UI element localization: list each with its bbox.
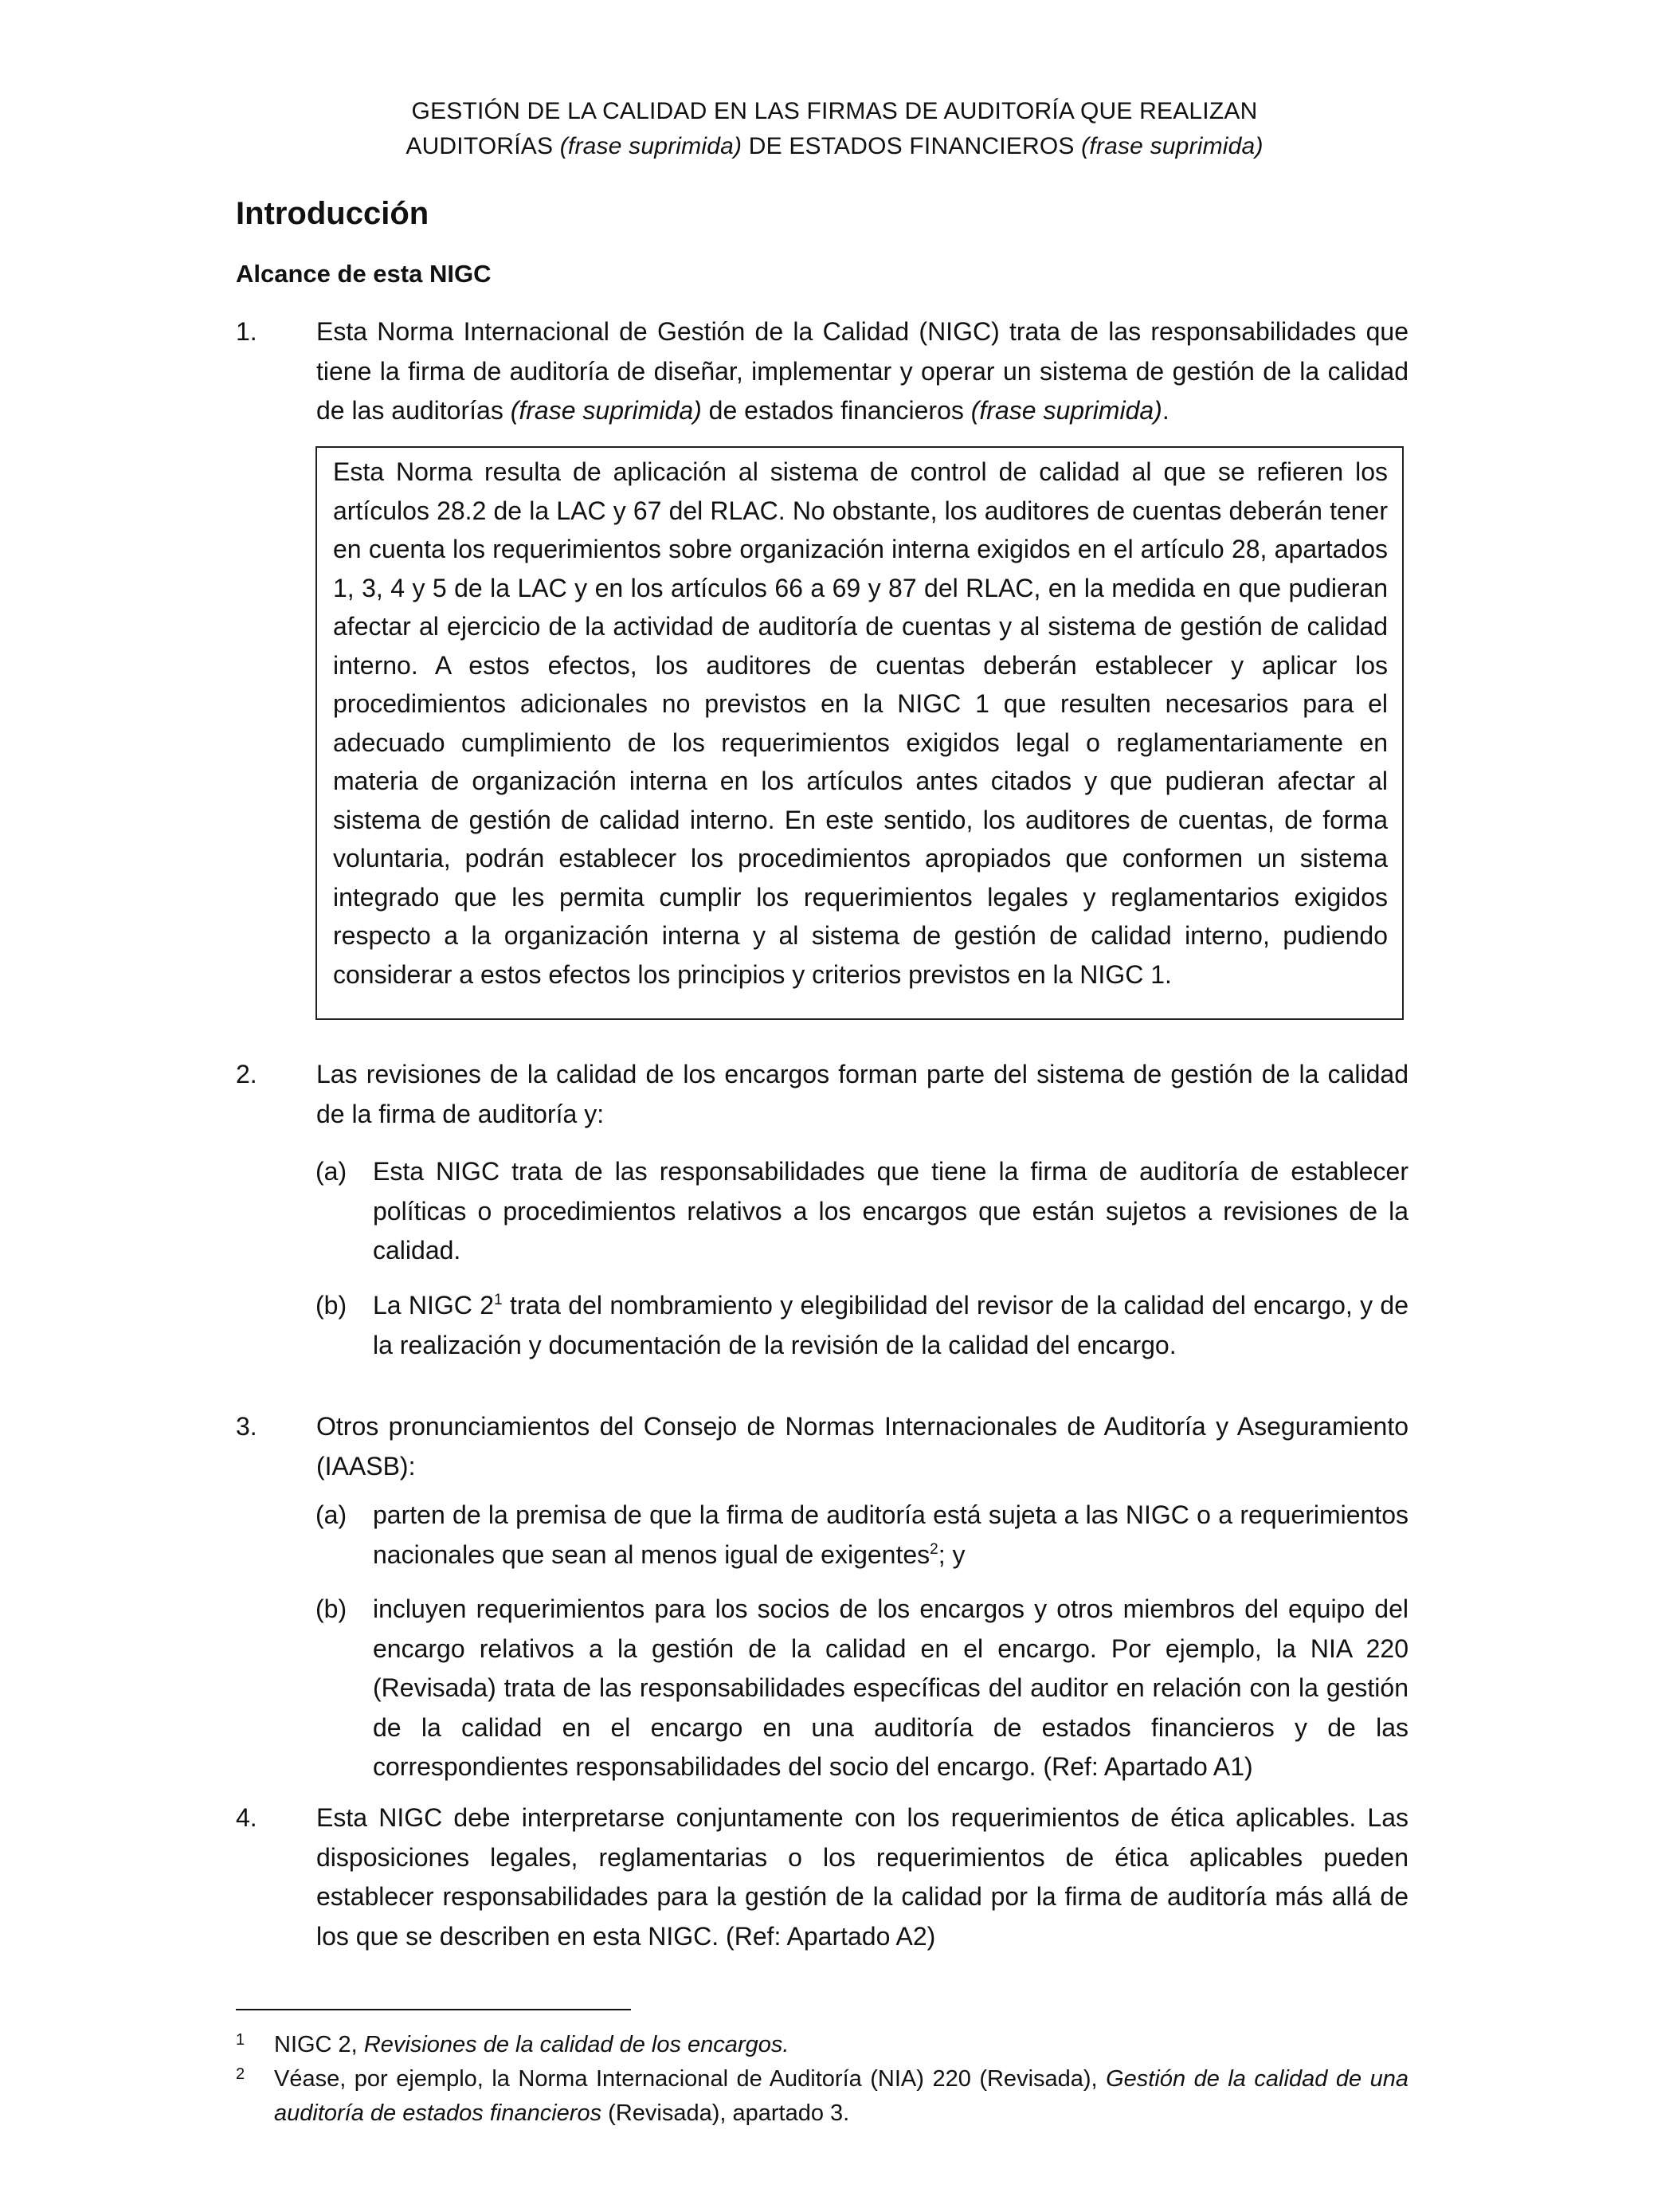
header-text: DE ESTADOS FINANCIEROS — [742, 133, 1082, 159]
footnote-number: 1 — [236, 2031, 245, 2049]
paragraph-text: Esta NIGC debe interpretarse conjuntamente con los requerimientos de ética aplicables. Las disposiciones legales, reglamentarias o los requerimientos de ética aplicables pueden establecer responsabilidades para la gestión de la calidad por la firma de auditoría más allá de los que se describen en esta NIGC. (Ref: Apartado A2) — [316, 1803, 1408, 1951]
subparagraph-3b — [315, 1590, 1408, 1787]
intro-heading: Introducción — [236, 196, 429, 231]
footnote-text — [274, 2028, 1408, 2062]
paragraph-number: 4. — [236, 1803, 257, 1832]
subparagraph-label: (a) — [315, 1500, 347, 1529]
paragraph-number: 1. — [236, 317, 257, 346]
header-line-2 — [0, 129, 1669, 164]
paragraph-3 — [236, 1407, 1408, 1486]
text-run: La NIGC 2 — [373, 1291, 495, 1320]
text-run: ; y — [938, 1539, 966, 1569]
footnote-text — [274, 2062, 1408, 2131]
italic-run: (frase suprimida) — [970, 396, 1162, 425]
subparagraph-label: (a) — [315, 1157, 347, 1186]
text-run: Esta Norma Internacional de Gestión de la Calidad (NIGC) trata de las responsabilidades que tiene la firma de auditoría de diseñar, implementar y operar un sistema de gestión de la calidad de las auditorías — [316, 317, 1408, 425]
paragraph-4 — [236, 1798, 1408, 1956]
footnote-ref-2[interactable]: 2 — [930, 1540, 938, 1558]
national-note-box: Esta Norma resulta de aplicación al sistema de control de calidad al que se refieren los artículos 28.2 de la LAC y 67 del RLAC. No obstante, los auditores de cuentas deberán tener en cuenta los requerimientos sobre organización interna exigidos en el artículo 28, apartados 1, 3, 4 y 5 de la LAC y en los artículos 66 a 69 y 87 del RLAC, en la medida en que pudieran afectar al ejercicio de la actividad de auditoría de cuentas y al sistema de gestión de calidad interno. A estos efectos, los auditores de cuentas deberán establecer y aplicar los procedimientos adicionales no previstos en la NIGC 1 que resulten necesarios para el adecuado cumplimiento de los requerimientos exigidos legal o reglamentariamente en materia de organización interna en los artículos antes citados y que pudieran afectar al sistema de gestión de calidad interno. En este sentido, los auditores de cuentas, de forma voluntaria, podrán establecer los procedimientos apropiados que conformen un sistema integrado que les permita cumplir los requerimientos legales y reglamentarios exigidos respecto a la organización interna y al sistema de gestión de calidad interno, pudiendo considerar a estos efectos los principios y criterios previstos en la NIGC 1. — [315, 446, 1404, 1020]
text-run: . — [1162, 396, 1169, 425]
text-run: (Revisada), apartado 3. — [601, 2100, 850, 2126]
header-italic: (frase suprimida) — [1081, 133, 1264, 159]
subparagraph-2b — [315, 1286, 1408, 1365]
italic-run: (frase suprimida) — [510, 396, 702, 425]
footnote-1 — [236, 2028, 1408, 2062]
text-run: Véase, por ejemplo, la Norma Internacional de Auditoría (NIA) 220 (Revisada), — [274, 2066, 1107, 2092]
subparagraph-text: Esta NIGC trata de las responsabilidades que tiene la firma de auditoría de establecer políticas o procedimientos relativos a los encargos que están sujetos a revisiones de la calidad. — [373, 1157, 1408, 1265]
header-italic: (frase suprimida) — [559, 133, 742, 159]
paragraph-text: Otros pronunciamientos del Consejo de Normas Internacionales de Auditoría y Aseguramiento (IAASB): — [316, 1412, 1408, 1481]
footnote-ref-1[interactable]: 1 — [494, 1292, 503, 1308]
header-line-1: GESTIÓN DE LA CALIDAD EN LAS FIRMAS DE AUDITORÍA QUE REALIZAN — [411, 98, 1258, 124]
italic-run: Revisiones de la calidad de los encargos. — [363, 2032, 789, 2057]
footnote-separator — [236, 2009, 631, 2010]
paragraph-number: 2. — [236, 1060, 257, 1088]
subparagraph-text: incluyen requerimientos para los socios de los encargos y otros miembros del equipo del encargo relativos a la gestión de la calidad en el encargo. Por ejemplo, la NIA 220 (Revisada) trata de las responsabilidades específicas del auditor en relación con la gestión de la calidad en el encargo en una auditoría de estados financieros y de las correspondientes responsabilidades del socio del encargo. (Ref: Apartado A1) — [373, 1594, 1408, 1781]
running-header — [0, 94, 1669, 164]
footnote-2 — [236, 2062, 1408, 2131]
subparagraph-2a — [315, 1152, 1408, 1271]
text-run: trata del nombramiento y elegibilidad del revisor de la calidad del encargo, y de la realización y documentación de la revisión de la calidad del encargo. — [373, 1291, 1409, 1359]
subparagraph-text — [373, 1496, 1408, 1575]
text-run: de estados financieros — [701, 396, 971, 425]
header-text: AUDITORÍAS — [405, 133, 560, 159]
paragraph-2 — [236, 1055, 1408, 1134]
subparagraph-3a — [315, 1496, 1408, 1575]
text-run: parten de la premisa de que la firma de auditoría está sujeta a las NIGC o a requerimientos nacionales que sean al menos igual de exigentes — [373, 1500, 1408, 1569]
subparagraph-text — [373, 1286, 1408, 1365]
footnote-number: 2 — [236, 2065, 245, 2083]
paragraph-number: 3. — [236, 1412, 257, 1441]
subparagraph-label: (b) — [315, 1594, 347, 1623]
subparagraph-label: (b) — [315, 1291, 347, 1320]
paragraph-text: Las revisiones de la calidad de los encargos forman parte del sistema de gestión de la calidad de la firma de auditoría y: — [316, 1060, 1408, 1128]
italic-run: Gestión de la calidad de una auditoría de estados financieros — [274, 2066, 1408, 2126]
section-heading: Alcance de esta NIGC — [236, 260, 492, 288]
paragraph-text — [316, 312, 1408, 431]
text-run: NIGC 2, — [274, 2032, 364, 2057]
paragraph-1 — [236, 312, 1408, 431]
